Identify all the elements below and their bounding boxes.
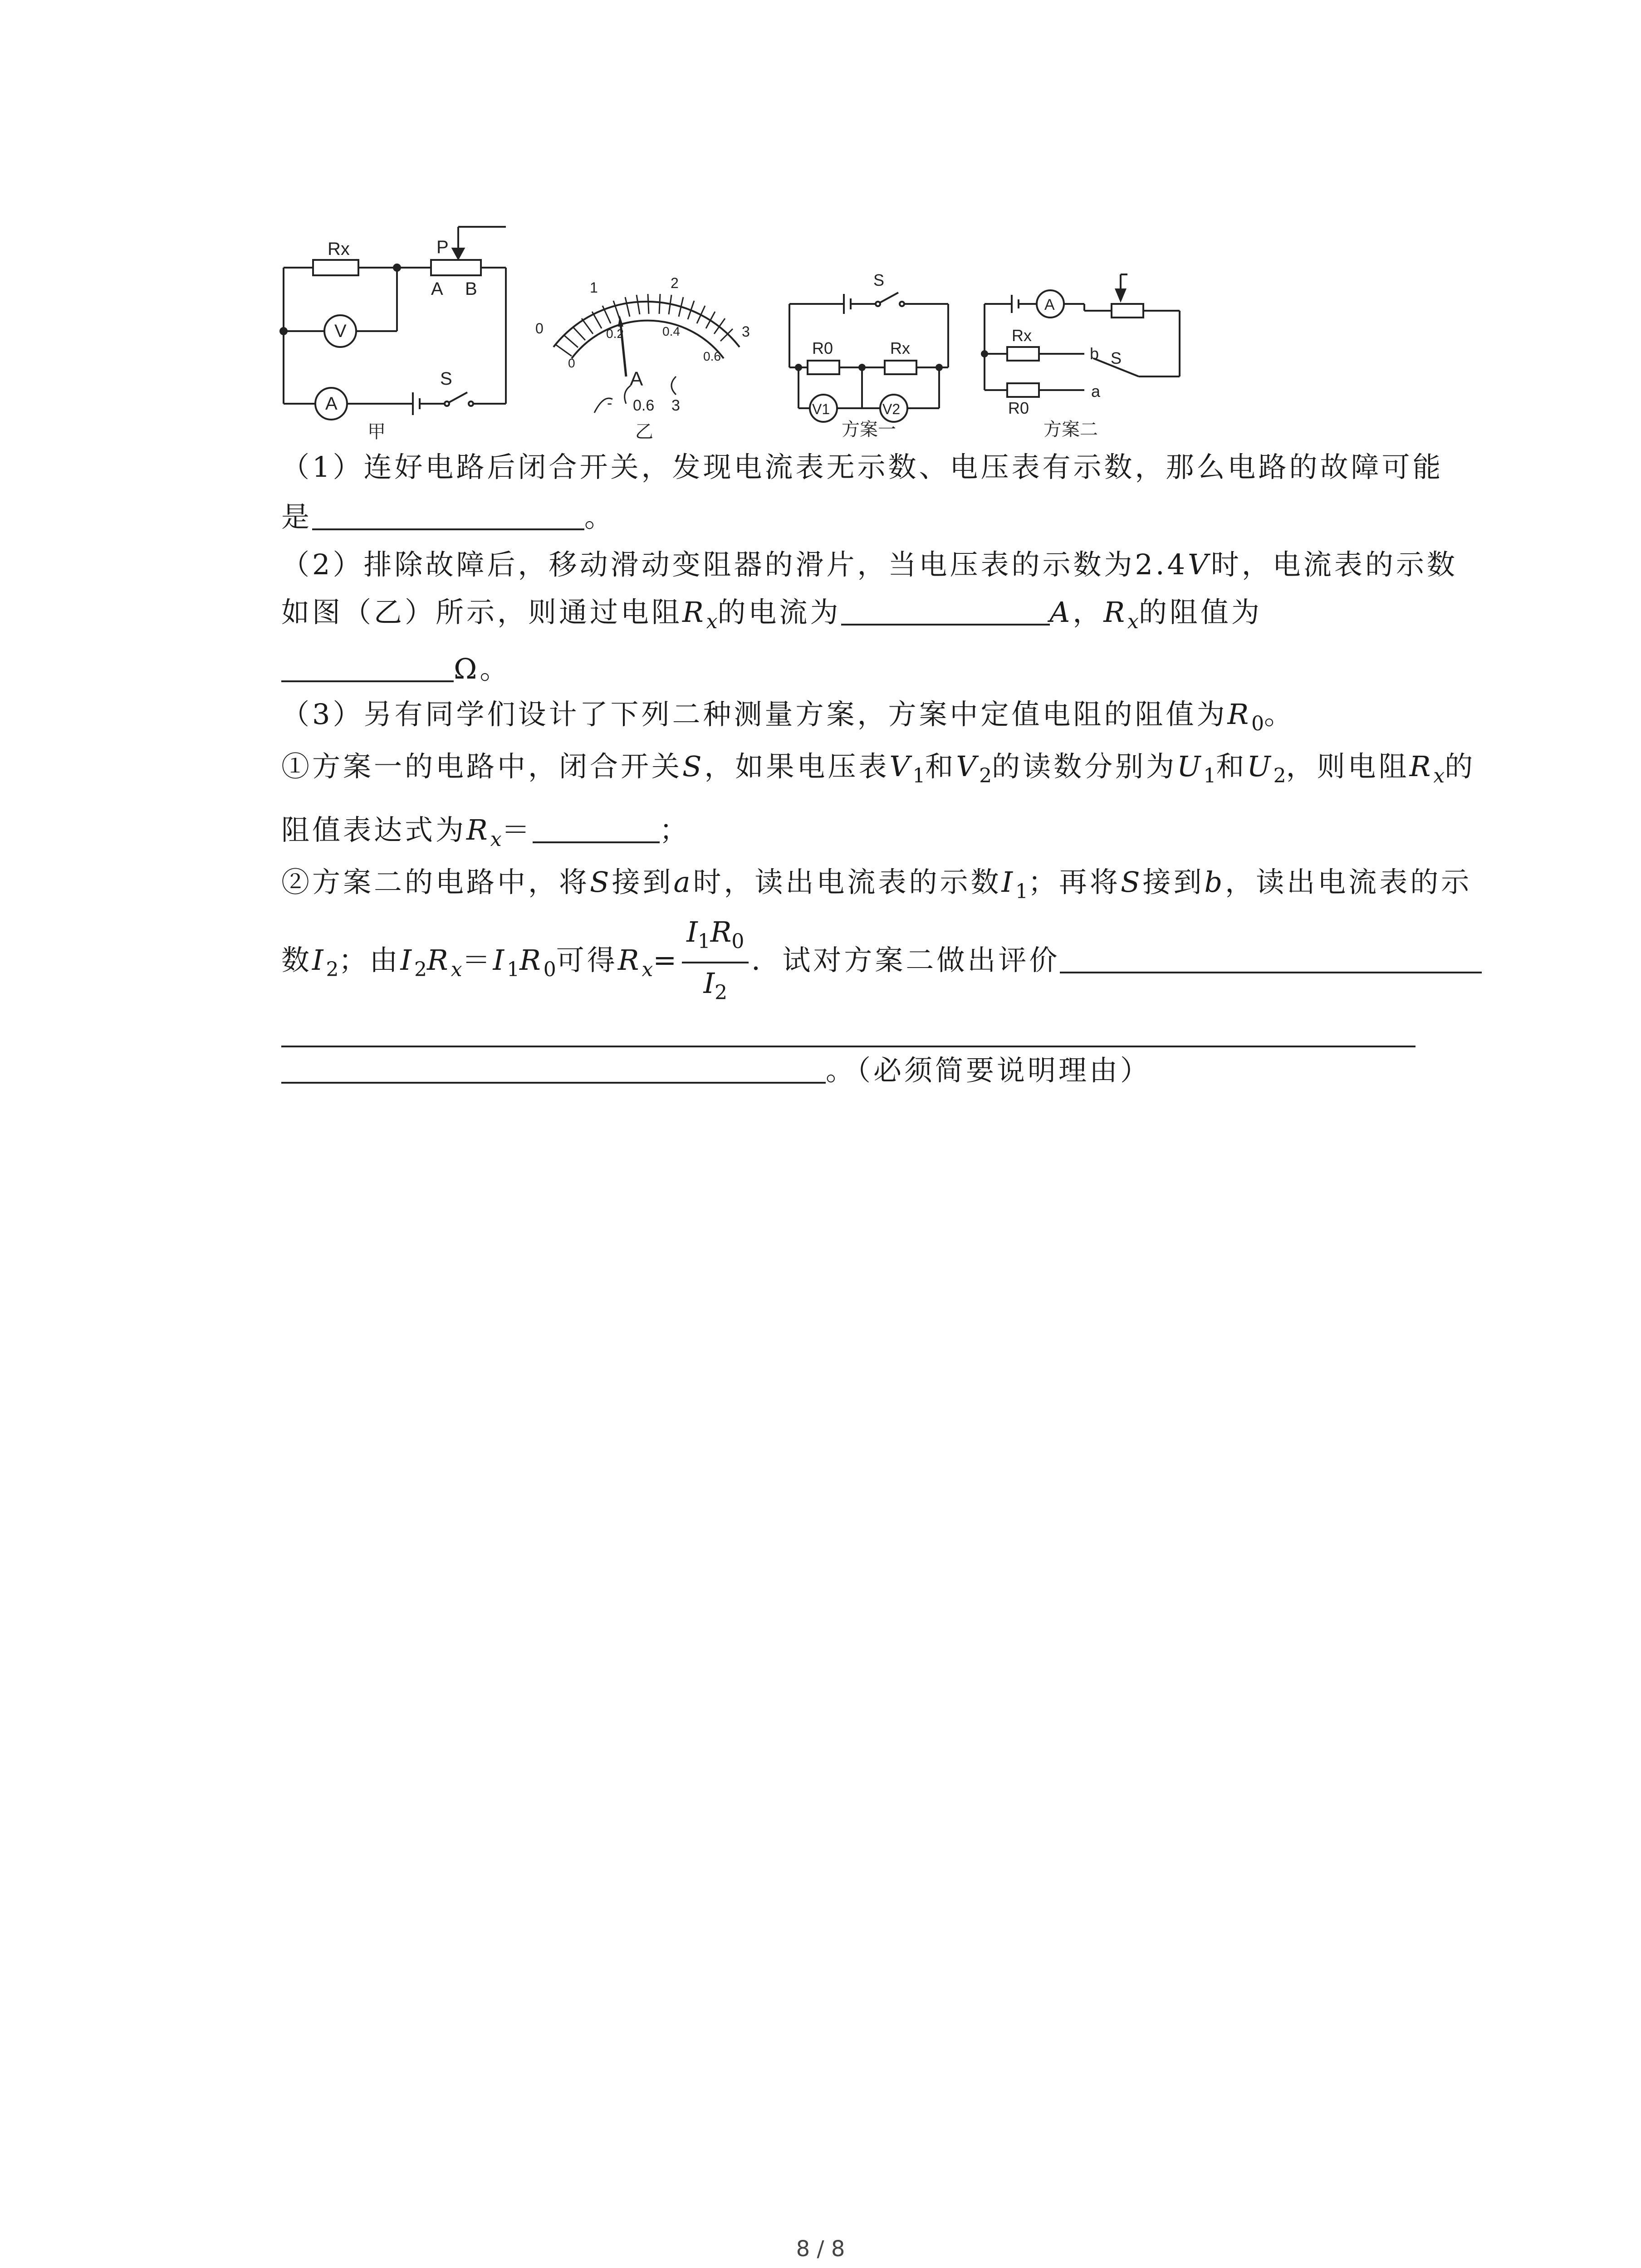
plan1-r0 <box>808 361 839 374</box>
plan2-rx <box>1007 347 1039 361</box>
dial-bottom-02: 0.2 <box>606 327 624 341</box>
plan1-label-v1: V1 <box>812 401 830 417</box>
q3-line1: （3）另有同学们设计了下列二种测量方案，方案中定值电阻的阻值为$R_0$。 <box>281 698 1295 735</box>
plan2-r0 <box>1007 383 1039 397</box>
q2-line2: 如图（乙）所示，则通过电阻$R_x$的电流为 A，$R_x$的阻值为 <box>281 596 1262 633</box>
dial-bottom-04: 0.4 <box>662 324 680 338</box>
q2-current-blank[interactable] <box>841 624 1050 626</box>
dial-top-3: 3 <box>742 323 750 340</box>
q3-evaluation-blank-2[interactable] <box>281 1046 1416 1047</box>
terminal-06: 0.6 <box>633 397 655 414</box>
switch <box>448 392 467 403</box>
rheostat <box>431 260 481 275</box>
q3-scheme1-line2: 阻值表达式为$R_x=$ ； <box>281 813 691 851</box>
plan1-label-v2: V2 <box>882 401 901 417</box>
plan1-switch <box>879 293 898 303</box>
plan1-rx <box>885 361 916 374</box>
label-a: A <box>431 279 443 299</box>
q2-line3: Ω。 <box>281 651 510 687</box>
q3-scheme1-line1: ①方案一的电路中，闭合开关S，如果电压表$V_1$和$V_2$的读数分别为$U_1$和$U_2$，则电阻$R_x$的 <box>281 750 1476 787</box>
caption-yi: 乙 <box>635 422 653 442</box>
plan2-label-rx: Rx <box>1012 326 1032 345</box>
q3-scheme2-line3 <box>281 1016 1416 1052</box>
q1-line2: 是 。 <box>281 500 616 533</box>
page-number: 8 / 8 <box>796 2236 845 2262</box>
dial-bottom-0: 0 <box>568 356 575 370</box>
q3-evaluation-blank-3[interactable] <box>281 1082 826 1084</box>
plan2-label-r0: R0 <box>1008 399 1029 417</box>
plan2-label-b: b <box>1090 344 1099 363</box>
figure-yi <box>535 275 750 442</box>
caption-plan2: 方案二 <box>1043 420 1098 440</box>
plan2-rheostat <box>1112 304 1143 318</box>
q1-line1: （1）连好电路后闭合开关，发现电流表无示数、电压表有示数，那么电路的故障可能 <box>281 450 1444 484</box>
caption-jia: 甲 <box>367 422 386 442</box>
circuit-figures <box>277 218 1456 454</box>
plan1-label-r0: R0 <box>812 339 833 357</box>
label-p: P <box>436 237 449 257</box>
slider-arrow <box>453 249 464 259</box>
figure-plan2 <box>982 274 1180 440</box>
dial-bottom-06: 0.6 <box>703 349 721 363</box>
terminal-minus: - <box>607 395 612 412</box>
q3-scheme2-line4: 。（必须简要说明理由） <box>281 1052 1151 1089</box>
label-rx: Rx <box>328 239 350 259</box>
q3-scheme2-line2: 数$I_2$；由$I_2R_x=I_1R_0$可得$R_x=$ $\frac{I_1R_0}{I_2}$ ．试对方案二做出评价 <box>281 914 1482 1011</box>
dial-top-0: 0 <box>535 320 544 337</box>
q2-line1: （2）排除故障后，移动滑动变阻器的滑片，当电压表的示数为2.4V时，电流表的示数 <box>281 548 1458 581</box>
dial-top-1: 1 <box>590 279 598 296</box>
label-s: S <box>440 369 452 389</box>
terminal-3: 3 <box>671 397 680 414</box>
q3-expression-blank[interactable] <box>533 841 660 843</box>
resistor-rx <box>313 260 358 275</box>
label-v: V <box>334 321 347 341</box>
plan2-label-s: S <box>1111 349 1122 367</box>
q1-blank[interactable] <box>312 528 584 530</box>
plan1-label-s: S <box>873 271 885 289</box>
figure-plan1 <box>789 271 948 440</box>
figure-jia <box>280 227 506 442</box>
plan2-label-a-terminal: a <box>1091 382 1101 401</box>
caption-plan1: 方案一 <box>842 420 896 440</box>
label-ammeter: A <box>325 394 338 414</box>
q2-resistance-blank[interactable] <box>281 680 454 682</box>
plan1-label-rx: Rx <box>890 339 910 357</box>
plan2-label-a: A <box>1044 296 1055 313</box>
q3-scheme2-line1: ②方案二的电路中，将S接到a时，读出电流表的示数$I_1$；再将S接到b，读出电流表的示 <box>281 865 1472 903</box>
formula-fraction: $\frac{I_1R_0}{I_2}$ <box>682 914 749 1011</box>
q3-evaluation-blank-1[interactable] <box>1060 972 1482 973</box>
label-b: B <box>465 279 477 299</box>
dial-top-2: 2 <box>671 275 679 291</box>
dial-unit: A <box>630 368 643 390</box>
